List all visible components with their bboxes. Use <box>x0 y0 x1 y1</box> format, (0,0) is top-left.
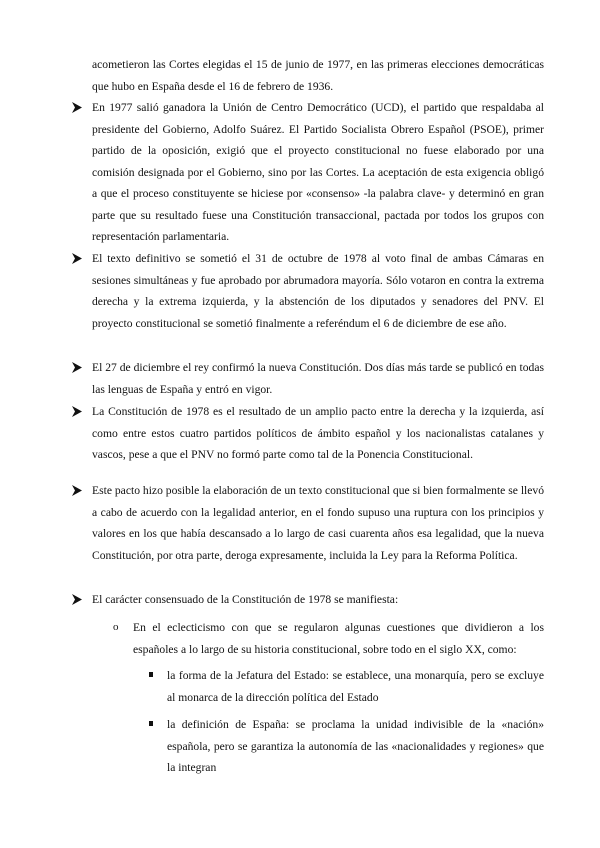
sub-sub-list-item <box>167 665 544 708</box>
list-item <box>92 248 544 334</box>
sub-sub-list-item <box>167 714 544 779</box>
list-item <box>92 97 544 248</box>
arrow-bullet-icon <box>72 253 82 264</box>
arrow-bullet-icon <box>72 362 82 373</box>
arrow-bullet-icon <box>72 594 82 605</box>
list-item-text: En 1977 salió ganadora la Unión de Centro Democrático (UCD), el partido que respaldaba al presidente del Gobierno, Adolfo Suárez. El Partido Socialista Obrero Español (PSOE), primer partido de la oposición, exigió que el proyecto constitucional no fuese elaborado por una comisión designada por el Gobierno, sino por las Cortes. La aceptación de esta exigencia obligó a que el proceso constituyente se hiciese por «consenso» -la palabra clave- y determinó en gran parte que su resultado fuese una Constitución transaccional, pactada por todos los grupos con representación parlamentaria. <box>92 101 544 243</box>
arrow-bullet-icon <box>72 406 82 417</box>
list-item <box>92 480 544 566</box>
sub-sub-list-item-text: la definición de España: se proclama la unidad indivisible de la «nación» española, pero se garantiza la autonomía de las «nacionalidades y regiones» que la integran <box>167 718 544 774</box>
intro-paragraph: acometieron las Cortes elegidas el 15 de junio de 1977, en las primeras elecciones democráticas que hubo en España desde el 16 de febrero de 1936. <box>92 58 544 93</box>
sub-list-item <box>113 617 544 660</box>
square-bullet-icon <box>149 721 153 726</box>
sub-list-item-text: En el eclecticismo con que se regularon algunas cuestiones que dividieron a los españoles a lo largo de su historia constitucional, sobre todo en el siglo XX, como: <box>133 621 544 656</box>
list-item <box>92 589 544 611</box>
list-item-text: El texto definitivo se sometió el 31 de octubre de 1978 al voto final de ambas Cámaras en sesiones simultáneas y fue aprobado por abrumadora mayoría. Sólo votaron en contra la extrema derecha y la extrema izquierda, y la abstención de los diputados y senadores del PNV. El proyecto constitucional se sometió finalmente a referéndum el 6 de diciembre de ese año. <box>92 252 544 330</box>
list-item-text: El carácter consensuado de la Constitución de 1978 se manifiesta: <box>92 593 399 606</box>
arrow-bullet-icon <box>72 102 82 113</box>
square-bullet-icon <box>149 672 153 677</box>
list-item-text: El 27 de diciembre el rey confirmó la nueva Constitución. Dos días más tarde se publicó en todas las lenguas de España y entró en vigor. <box>92 361 544 396</box>
sub-sub-list-item-text: la forma de la Jefatura del Estado: se establece, una monarquía, pero se excluye al monarca de la dirección política del Estado <box>167 669 544 704</box>
arrow-bullet-icon <box>72 485 82 496</box>
list-item-text: Este pacto hizo posible la elaboración de un texto constitucional que si bien formalmente se llevó a cabo de acuerdo con la legalidad anterior, en el fondo supuso una ruptura con los principios y valores en los que había descansado a lo largo de casi cuarenta años esa legalidad, que la nueva Constitución, por otra parte, deroga expresamente, incluida la Ley para la Reforma Política. <box>92 484 544 562</box>
circle-bullet-icon: o <box>113 621 119 633</box>
list-item <box>92 357 544 400</box>
list-item <box>92 401 544 466</box>
list-item-text: La Constitución de 1978 es el resultado de un amplio pacto entre la derecha y la izquierda, así como entre estos cuatro partidos políticos de ámbito español y los nacionalistas catalanes y vascos, pese a que el PNV no formó parte como tal de la Ponencia Constitucional. <box>92 405 544 461</box>
